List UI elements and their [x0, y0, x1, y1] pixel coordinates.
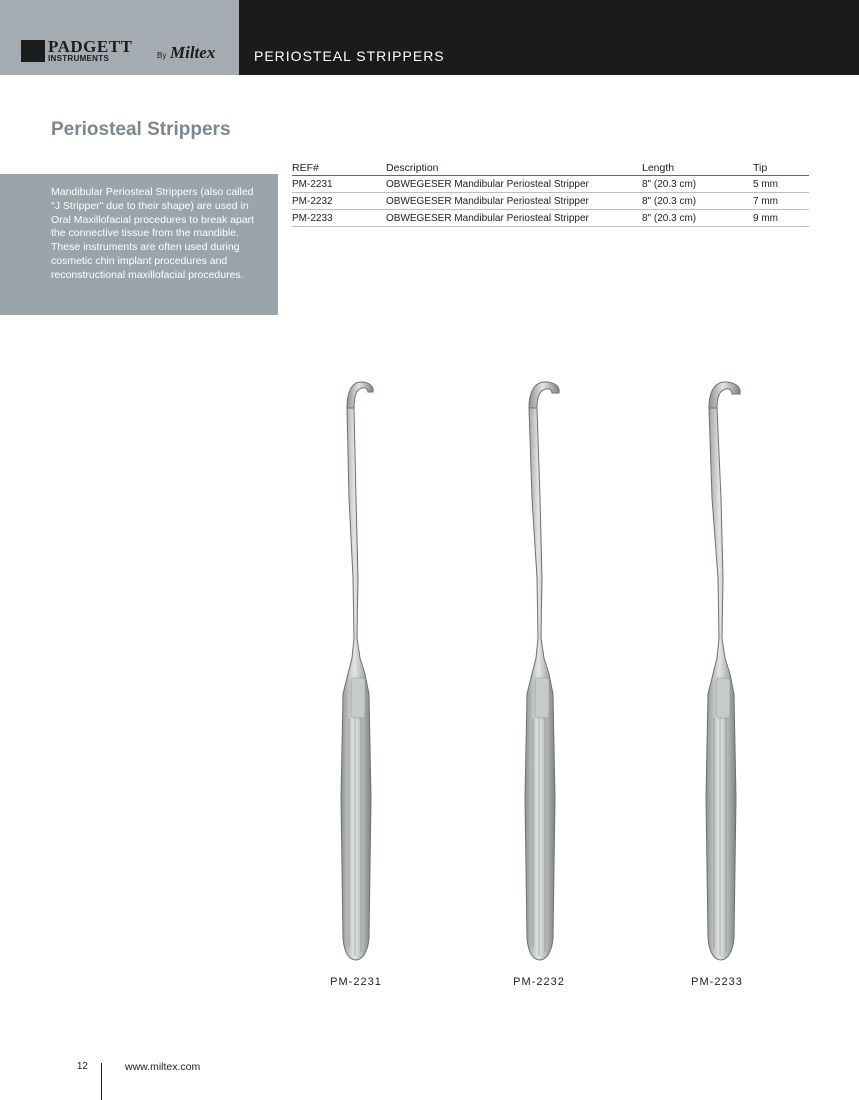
instrument-image-pm-2233 [686, 378, 756, 964]
instrument-image-pm-2231 [321, 378, 391, 964]
cell-length: 8" (20.3 cm) [642, 210, 753, 227]
description-box [0, 174, 278, 315]
col-tip-header: Tip [753, 161, 809, 176]
stripper-illustration-2 [505, 378, 575, 964]
cell-tip: 5 mm [753, 176, 809, 193]
image-caption: PM-2232 [513, 976, 565, 988]
cell-description: OBWEGESER Mandibular Periosteal Stripper [386, 176, 642, 193]
logo-subline: INSTRUMENTS [48, 54, 110, 63]
cell-description: OBWEGESER Mandibular Periosteal Stripper [386, 193, 642, 210]
image-caption: PM-2233 [691, 976, 743, 988]
cell-tip: 7 mm [753, 193, 809, 210]
stripper-illustration-3 [686, 378, 756, 964]
cell-description: OBWEGESER Mandibular Periosteal Stripper [386, 210, 642, 227]
cell-tip: 9 mm [753, 210, 809, 227]
table-row [292, 176, 809, 193]
stripper-illustration-1 [321, 378, 391, 964]
logo-brand: PADGETT [48, 37, 133, 56]
logo-partner: Miltex [170, 43, 216, 62]
image-caption: PM-2231 [330, 976, 382, 988]
cell-length: 8" (20.3 cm) [642, 193, 753, 210]
logo-by: By [157, 51, 167, 60]
col-length-header: Length [642, 161, 753, 176]
table-row [292, 210, 809, 227]
instrument-image-pm-2232 [505, 378, 575, 964]
col-description-header: Description [386, 161, 642, 176]
cell-ref: PM-2231 [292, 176, 386, 193]
header-bar [239, 0, 859, 75]
cell-length: 8" (20.3 cm) [642, 176, 753, 193]
table-header-row [292, 161, 809, 176]
footer-url: www.miltex.com [125, 1061, 201, 1073]
brand-logo-panel [0, 0, 239, 75]
section-title: PERIOSTEAL STRIPPERS [254, 48, 445, 64]
page-title: Periosteal Strippers [51, 119, 231, 140]
description-text: Mandibular Periosteal Strippers (also called "J Stripper" due to their shape) are used in Oral Maxillofacial procedures to break apart the connective tissue from the mandible. These instruments are often used during cosmetic chin implant procedures and reconstructional maxillofacial procedures. [51, 186, 255, 281]
footer-divider [101, 1063, 102, 1100]
cell-ref: PM-2232 [292, 193, 386, 210]
page-number: 12 [76, 1061, 88, 1072]
spec-table [292, 161, 809, 227]
padgett-logo-icon [21, 40, 45, 62]
cell-ref: PM-2233 [292, 210, 386, 227]
col-ref-header: REF# [292, 161, 386, 176]
table-row [292, 193, 809, 210]
